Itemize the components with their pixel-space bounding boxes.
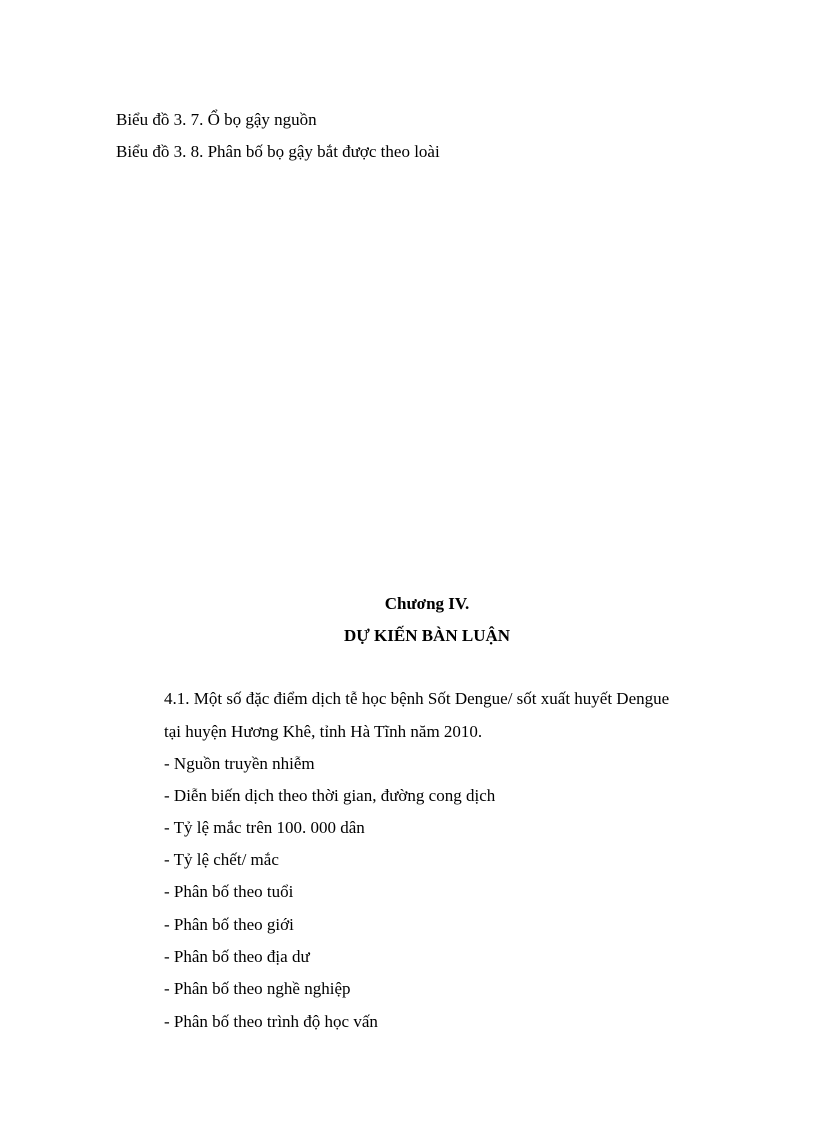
chapter-subtitle: DỰ KIẾN BÀN LUẬN: [343, 626, 511, 645]
list-item: - Tỷ lệ chết/ mắc: [164, 850, 279, 869]
list-item: - Phân bố theo tuổi: [164, 882, 294, 901]
chapter-title: Chương IV.: [384, 594, 470, 613]
chart-list-item: Biểu đồ 3. 8. Phân bố bọ gậy bắt được theo loài: [116, 142, 440, 161]
list-item: - Phân bố theo giới: [164, 915, 294, 934]
list-item: - Phân bố theo địa dư: [164, 947, 310, 966]
list-item: - Phân bố theo trình độ học vấn: [164, 1012, 378, 1031]
list-item: - Tỷ lệ mắc trên 100. 000 dân: [164, 818, 365, 837]
list-item: - Diễn biến dịch theo thời gian, đường cong dịch: [164, 786, 496, 805]
list-item: - Phân bố theo nghề nghiệp: [164, 979, 351, 998]
chart-list-item: Biểu đồ 3. 7. Ổ bọ gậy nguồn: [116, 110, 317, 129]
section-heading-line-1: 4.1. Một số đặc điểm dịch tễ học bệnh Sốt Dengue/ sốt xuất huyết Dengue: [164, 689, 670, 708]
section-heading-line-2: tại huyện Hương Khê, tỉnh Hà Tĩnh năm 2010.: [164, 722, 483, 741]
list-item: - Nguồn truyền nhiễm: [164, 754, 315, 773]
